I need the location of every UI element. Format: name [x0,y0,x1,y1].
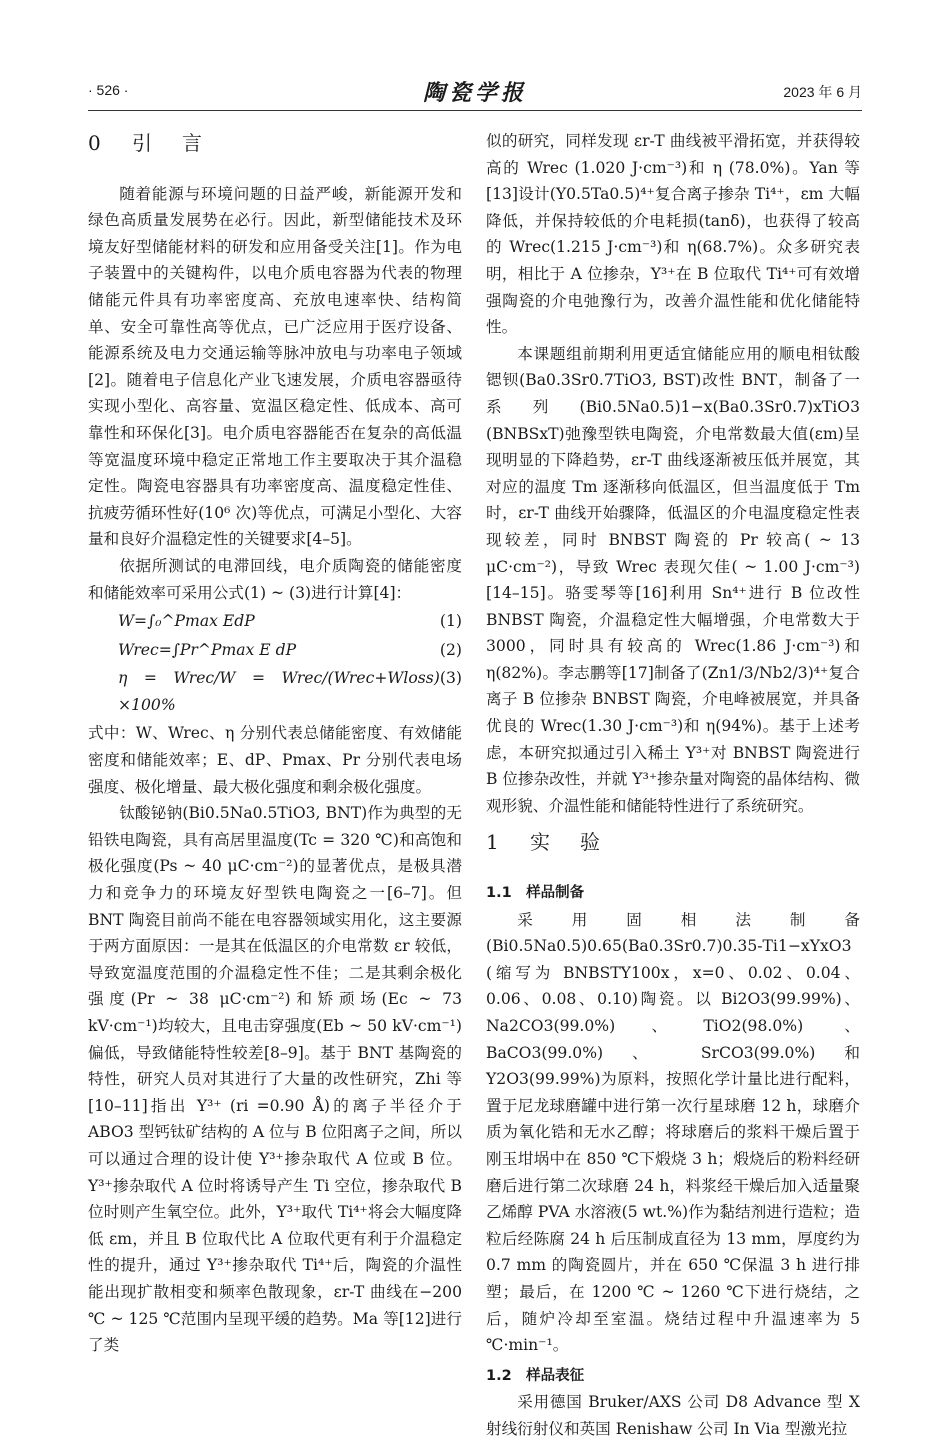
page-number: · 526 · [88,82,129,98]
paragraph: 本课题组前期利用更适宜储能应用的顺电相钛酸锶钡(Ba0.3Sr0.7TiO3, BST)改性 BNT，制备了一系列(Bi0.5Na0.5)1−x(Ba0.3Sr0.7)xTiO3 (BNBSxT)弛豫型铁电陶瓷，介电常数最大值(εm)呈现明显的下降趋势，εr-T 曲线逐渐被压低并展宽，其对应的温度 Tm 逐渐移向低温区，但当温度低于 Tm 时，εr-T 曲线开始骤降，低温区的介电温度稳定性表现较差，同时 BNBST 陶瓷的 Pr 较高( ~ 13 μC·cm⁻²)，导致 Wrec 表现欠佳( ~ 1.00 J·cm⁻³) [14–15]。骆雯琴等[16]利用 Sn⁴⁺进行 B 位改性 BNBST 陶瓷，介温稳定性大幅增强，介电常数大于 3000，同时具有较高的 Wrec(1.86 J·cm⁻³)和 η(82%)。李志鹏等[17]制备了(Zn1/3/Nb2/3)⁴⁺复合离子 B 位掺杂 BNBST 陶瓷，介电峰被展宽，并具备优良的 Wrec(1.30 J·cm⁻³)和 η(94%)。基于上述考虑，本研究拟通过引入稀土 Y³⁺对 BNBST 陶瓷进行 B 位掺杂改性，并就 Y³⁺掺杂量对陶瓷的晶体结构、微观形貌、介温性能和储能特性进行了系统研究。 [486,344,860,815]
header-divider [88,110,862,111]
equation-2: Wrec=∫Pr^Pmax E dP (2) [118,640,462,659]
journal-title-logo: 陶瓷学报 [422,80,527,106]
page-header [88,76,862,106]
left-column [88,128,462,1359]
paragraph: 似的研究，同样发现 εr-T 曲线被平滑拓宽，并获得较高的 Wrec (1.020 J·cm⁻³)和 η (78.0%)。Yan 等[13]设计(Y0.5Ta0.5)⁴⁺复合离子掺杂 Ti⁴⁺，εm 大幅降低，并保持较低的介电耗损(tanδ)，也获得了较高的 Wrec(1.215 J·cm⁻³)和 η(68.7%)。众多研究表明，相比于 A 位掺杂，Y³⁺在 B 位取代 Ti⁴⁺可有效增强陶瓷的介电弛豫行为，改善介温性能和优化储能特性。 [486,132,860,337]
paragraph: 随着能源与环境问题的日益严峻，新能源开发和绿色高质量发展势在必行。因此，新型储能技术及环境友好型储能材料的研发和应用备受关注[1]。作为电子装置中的关键构件，以电介质电容器为代表的物理储能元件具有功率密度高、充放电速率快、结构简单、安全可靠性高等优点，已广泛应用于医疗设备、能源系统及电力交通运输等脉冲放电与功率电子领域[2]。随着电子信息化产业飞速发展，介质电容器亟待实现小型化、高容量、宽温区稳定性、低成本、高可靠性和环保化[3]。电介质电容器能否在复杂的高低温等宽温度环境中稳定正常地工作主要取决于其介温稳定性。陶瓷电容器具有功率密度高、温度稳定性佳、抗疲劳循环性好(10⁶ 次)等优点，可满足小型化、大容量和良好介温稳定性的关键要求[4–5]。 [88,184,462,549]
paragraph: 采用德国 Bruker/AXS 公司 D8 Advance 型 X 射线衍射仪和英国 Renishaw 公司 In Via 型激光拉 [486,1393,860,1438]
section-heading-experiment: 1 实 验 [486,830,600,855]
equation-1: W=∫₀^Pmax EdP (1) [118,612,462,631]
paragraph: 式中：W、Wrec、η 分别代表总储能密度、有效储能密度和储能效率；E、dP、Pmax、Pr 分别代表电场强度、极化增量、最大极化强度和剩余极化强度。 [88,724,462,796]
section-heading-introduction: 0 引 言 [88,131,202,155]
paragraph: 采用固相法制备(Bi0.5Na0.5)0.65(Ba0.3Sr0.7)0.35-Ti1−xYxO3 (缩写为 BNBSTY100x，x=0、0.02、0.04、0.06、0.08、0.10)陶瓷。以 Bi2O3(99.99%)、Na2CO3(99.0%)、TiO2(98.0%) 、 BaCO3(99.0%) 、 SrCO3(99.0%) 和 Y2O3(99.99%)为原料，按照化学计量比进行配料，置于尼龙球磨罐中进行第一次行星球磨 12 h，球磨介质为氧化锆和无水乙醇；将球磨后的浆料干燥后置于刚玉坩埚中在 850 ℃下煅烧 3 h；煅烧后的粉料经研磨后进行第二次球磨 24 h，料浆经干燥后加入适量聚乙烯醇 PVA 水溶液(5 wt.%)作为黏结剂进行造粒；造粒后经陈腐 24 h 后压制成直径为 13 mm，厚度约为 0.7 mm 的陶瓷圆片，并在 650 ℃保温 3 h 进行排塑；最后，在 1200 ℃ ~ 1260 ℃下进行烧结，之后，随炉冷却至室温。烧结过程中升温速率为 5 ℃·min⁻¹。 [486,910,860,1355]
subsection-heading-sample-preparation: 1.1 样品制备 [486,885,585,902]
subsection-heading-characterization: 1.2 样品表征 [486,1367,585,1384]
right-column [486,128,860,1443]
issue-date: 2023 年 6 月 [783,84,862,100]
paragraph: 钛酸铋钠(Bi0.5Na0.5TiO3, BNT)作为典型的无铅铁电陶瓷，具有高居里温度(Tc = 320 ℃)和高饱和极化强度(Ps ~ 40 μC·cm⁻²)的显著优点，是极具潜力和竞争力的环境友好型铁电陶瓷之一[6–7]。但 BNT 陶瓷目前尚不能在电容器领域实用化，这主要源于两方面原因：一是其在低温区的介电常数 εr 较低，导致宽温度范围的介温稳定性不佳；二是其剩余极化强度(Pr ~ 38 μC·cm⁻²)和矫顽场(Ec ~ 73 kV·cm⁻¹)均较大，且电击穿强度(Eb ~ 50 kV·cm⁻¹)偏低，导致储能特性较差[8–9]。基于 BNT 基陶瓷的特性，研究人员对其进行了大量的改性研究，Zhi 等[10–11]指出 Y³⁺ (ri =0.90 Å)的离子半径介于 ABO3 型钙钛矿结构的 A 位与 B 位阳离子之间，所以可以通过合理的设计使 Y³⁺掺杂取代 A 位或 B 位。Y³⁺掺杂取代 A 位时将诱导产生 Ti 空位，掺杂取代 B 位时则产生氧空位。此外，Y³⁺取代 Ti⁴⁺将会大幅度降低 εm，并且 B 位取代比 A 位取代更有利于介温稳定性的提升，通过 Y³⁺掺杂取代 Ti⁴⁺后，陶瓷的介温性能出现扩散相变和频率色散现象，εr-T 曲线在−200 ℃ ~ 125 ℃范围内呈现平缓的趋势。Ma 等[12]进行了类 [88,804,462,1355]
equation-3: η = Wrec/W = Wrec/(Wrec+Wloss) ×100% (3) [118,669,462,714]
paragraph: 依据所测试的电滞回线，电介质陶瓷的储能密度和储能效率可采用公式(1) ~ (3)进行计算[4]： [88,556,462,602]
